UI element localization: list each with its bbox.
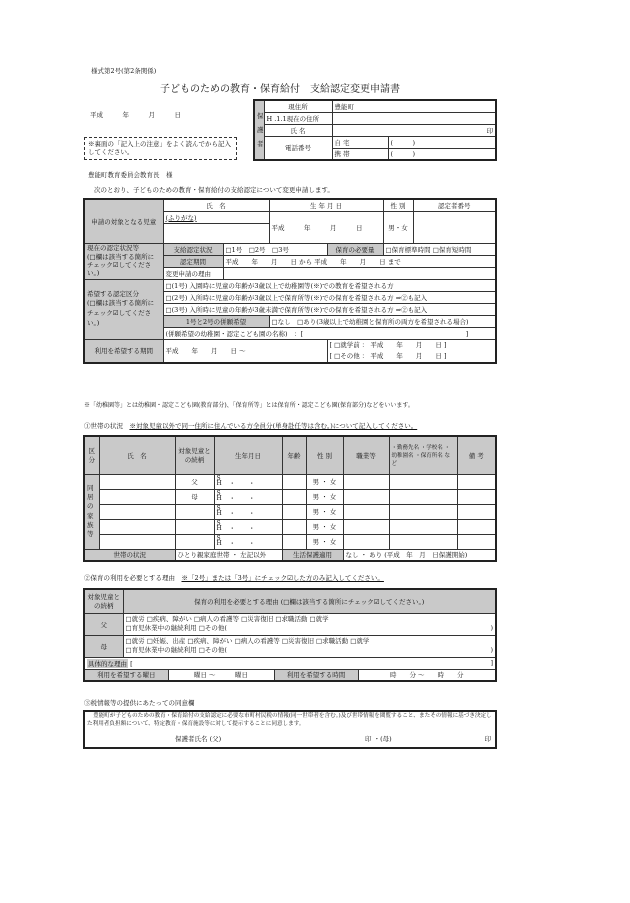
relation-header: 対象児童との続柄 [84, 589, 123, 613]
member-age-field[interactable] [282, 474, 306, 489]
name-header: 氏 名 [163, 199, 269, 211]
time-field[interactable]: 時 分 〜 時 分 [358, 669, 496, 681]
member-workplace-field[interactable] [389, 504, 457, 519]
era-marker: S H [216, 534, 222, 548]
change-reason-field[interactable] [223, 267, 496, 279]
member-relation-field[interactable] [175, 534, 214, 549]
child-name-field[interactable] [163, 223, 269, 243]
name-label: 氏 名 [264, 124, 332, 136]
year: 年 [122, 111, 129, 119]
era: 平成 [90, 111, 103, 119]
notice-box: ※裏面の「記入上の注意」をよく読んでから記入してください。 [84, 137, 237, 160]
member-birth-field[interactable] [214, 534, 282, 549]
header-sex: 性 別 [306, 436, 343, 474]
member-sex-field[interactable]: 男 ・ 女 [306, 519, 343, 534]
wish-option-1[interactable]: □(1号) 入園時に児童の年齢が3歳以上で幼稚園等(※)での教育を希望される方 [163, 279, 496, 291]
days-label: 利用を希望する曜日 [84, 669, 168, 681]
table-row [84, 504, 496, 519]
specific-reason-field[interactable]: 具体的な理由 [ ] [84, 657, 496, 669]
form-number: 様式第2号(第2条関係) [91, 67, 157, 75]
header-workplace: ・勤務先名 ・学校名 ・幼稚園名 ・保育所名 など [389, 436, 457, 474]
member-remarks-field[interactable] [457, 474, 496, 489]
sex-header: 性 別 [383, 199, 413, 211]
member-sex-field[interactable]: 男 ・ 女 [306, 534, 343, 549]
table-row [84, 489, 496, 504]
member-remarks-field[interactable] [457, 519, 496, 534]
household-status-label: 世帯の状況 [84, 549, 175, 561]
header-name: 氏 名 [99, 436, 175, 474]
dual-checkboxes[interactable]: □なし □あり(3歳以上で幼稚園と保育所の両方を希望される場合) [269, 315, 496, 327]
era-marker: S H [216, 489, 222, 503]
table-row [84, 534, 496, 549]
reason-heading: ②保育の利用を必要とする理由 ※「2号」または「3号」にチェック☑した方のみ記入してください。 [84, 574, 384, 582]
month: 月 [148, 111, 155, 119]
header-relation: 対象児童との続柄 [175, 436, 214, 474]
member-birth-field[interactable] [214, 474, 282, 489]
consent-heading: ③税情報等の提供にあたっての同意欄 [84, 699, 195, 707]
member-relation-field[interactable]: 父 [175, 474, 214, 489]
birth-dots: ・ ・ [229, 509, 255, 518]
page-title: 子どものための教育・保育給付 支給認定変更申請書 [160, 84, 400, 95]
main-table [83, 198, 497, 364]
welfare-field[interactable]: なし ・ あり (平成 年 月 日保護開始) [343, 549, 496, 561]
use-from-field[interactable]: 平成 年 月 日 〜 [163, 339, 327, 363]
consent-text: 豊能町が子どものための教育・保育給付の支給認定に必要な市町村民税の情報(同一世帯者を含む。)及び世帯情報を閲覧すること、またその情報に基づき決定した利用者負担額について、特定教育・保育施設等に対して提示することに同意します。 [87, 713, 492, 727]
dual-label: 1号と2号の併願希望 [163, 315, 269, 327]
birth-dots: ・ ・ [229, 539, 255, 548]
member-sex-field[interactable]: 男 ・ 女 [306, 504, 343, 519]
footnote: ※「幼稚園等」とは幼稚園・認定こども園(教育部分)、「保育所等」とは保育所・認定こども園(保育部分)などをいいます。 [84, 402, 414, 409]
member-occupation-field[interactable] [343, 504, 389, 519]
birth-dots: ・ ・ [229, 479, 255, 488]
need-checkboxes[interactable]: □保育標準時間 □保育短時間 [383, 243, 496, 255]
member-workplace-field[interactable] [389, 474, 457, 489]
member-workplace-field[interactable] [389, 534, 457, 549]
member-age-field[interactable] [282, 489, 306, 504]
mobile-phone-label: 携 帯 [332, 148, 388, 160]
addressee: 豊能町教育委員会教育長 様 [88, 171, 173, 179]
member-sex-field[interactable]: 男 ・ 女 [306, 489, 343, 504]
member-relation-field[interactable] [175, 504, 214, 519]
header-occupation: 職業等 [343, 436, 389, 474]
wish-option-3[interactable]: □(3号) 入所時に児童の年齢が3歳未満で保育所等(※)での保育を希望される方 ⇒②も記入 [163, 303, 496, 315]
birth-dots: ・ ・ [229, 524, 255, 533]
child-label: 申請の対象となる児童 [84, 199, 163, 243]
mobile-phone-field[interactable]: ( ) [388, 148, 496, 160]
member-age-field[interactable] [282, 534, 306, 549]
member-remarks-field[interactable] [457, 504, 496, 519]
member-age-field[interactable] [282, 519, 306, 534]
member-remarks-field[interactable] [457, 534, 496, 549]
welfare-label: 生活保護適用 [282, 549, 343, 561]
father-reasons[interactable]: □就労 □疾病、障がい □病人の看護等 □災害復旧 □求職活動 □就学 □育児休業中の継続利用 □その他( ) [123, 613, 496, 635]
need-label: 保育の必要量 [327, 243, 383, 255]
child-sex-field[interactable]: 男・女 [383, 211, 413, 243]
member-age-field[interactable] [282, 504, 306, 519]
seal-mid: 印 ・(母) [365, 735, 392, 744]
current-status-label: 現在の認定状況等 (□欄は該当する箇所にチェック☑してください。) [84, 243, 163, 279]
household-heading: ①世帯の状況 ※対象児童以外で同一住所に住んでいる方全員分(単身赴任等は含む。)について記入してください。 [84, 422, 418, 430]
day: 日 [174, 111, 181, 119]
member-relation-field[interactable] [175, 519, 214, 534]
wish-option-2[interactable]: □(2号) 入所時に児童の年齢が3歳以上で保育所等(※)での保育を希望される方 ⇒②も記入 [163, 291, 496, 303]
header-category: 区分 [84, 436, 99, 474]
intro-text: 次のとおり、子どものための教育・保育給付の支給認定について変更申請します。 [94, 186, 334, 194]
period-field[interactable]: 平成 年 月 日 から 平成 年 月 日 まで [223, 255, 496, 267]
reason-header: 保育の利用を必要とする理由 (□欄は該当する箇所にチェック☑してください。) [123, 589, 496, 613]
header-remarks: 備 考 [457, 436, 496, 474]
cert-header: 認定者番号 [413, 199, 496, 211]
address-field[interactable]: 豊能町 [332, 100, 496, 112]
member-occupation-field[interactable] [343, 489, 389, 504]
cert-number-field[interactable] [413, 211, 496, 243]
member-remarks-field[interactable] [457, 489, 496, 504]
home-phone-label: 自 宅 [332, 136, 388, 148]
member-occupation-field[interactable] [343, 534, 389, 549]
change-reason-label: 変更申請の理由 [163, 267, 223, 279]
mother-reasons[interactable]: □就労 □妊娠、出産 □疾病、障がい □病人の看護等 □災害復旧 □求職活動 □就学 □育児休業中の継続利用 □その他( ) [123, 635, 496, 657]
status-checkboxes[interactable]: □1号 □2号 □3号 [223, 243, 327, 255]
consent-box[interactable] [83, 710, 497, 749]
birth-header: 生 年 月 日 [269, 199, 383, 211]
member-name-field[interactable] [99, 534, 175, 549]
home-phone-field[interactable]: ( ) [388, 136, 496, 148]
prev-address-field[interactable] [332, 112, 496, 124]
cohabiting-label: 同居の家族等 [84, 474, 99, 549]
member-relation-field[interactable]: 母 [175, 489, 214, 504]
seal-end: 印 [484, 735, 491, 744]
guardian-name-field[interactable]: 印 [332, 124, 496, 136]
application-date[interactable] [90, 110, 181, 119]
header-age: 年齢 [282, 436, 306, 474]
guardian-label: 保 護 者 [254, 100, 264, 160]
use-period-label: 利用を希望する期間 [84, 339, 163, 363]
member-workplace-field[interactable] [389, 489, 457, 504]
header-birth: 生年月日 [214, 436, 282, 474]
days-field[interactable]: 曜日 〜 曜日 [168, 669, 274, 681]
member-sex-field[interactable]: 男 ・ 女 [306, 474, 343, 489]
dual-name-field[interactable]: (併願希望の幼稚園・認定こども園の名称) ：[ ] [163, 327, 496, 339]
phone-label: 電話番号 [264, 136, 332, 160]
child-birth-field[interactable]: 平成 年 月 日 [269, 211, 383, 243]
wish-label: 希望する認定区分 (□欄は該当する箇所にチェック☑してください。) [84, 279, 163, 339]
time-label: 利用を希望する時間 [274, 669, 358, 681]
member-workplace-field[interactable] [389, 519, 457, 534]
member-birth-field[interactable] [214, 504, 282, 519]
household-status-field[interactable]: ひとり親家庭世帯 ・ 左記以外 [175, 549, 282, 561]
era-marker: S H [216, 519, 222, 533]
member-name-field[interactable] [99, 474, 175, 489]
status-label: 支給認定状況 [163, 243, 223, 255]
reason-table [83, 588, 497, 682]
member-occupation-field[interactable] [343, 474, 389, 489]
table-row [84, 474, 496, 489]
use-to-field[interactable]: [ □就学前 ： 平成 年 月 日 ] [ □その他 ： 平成 年 月 日 ] [327, 339, 496, 363]
signature-label: 保護者氏名 (父) [175, 735, 222, 744]
household-table [83, 435, 497, 562]
member-name-field[interactable] [99, 489, 175, 504]
member-name-field[interactable] [99, 504, 175, 519]
birth-dots: ・ ・ [229, 494, 255, 503]
era-marker: S H [216, 474, 222, 488]
address-label: 現住所 [264, 100, 332, 112]
member-birth-field[interactable] [214, 489, 282, 504]
furigana-field[interactable]: (ふりがな) [163, 211, 269, 223]
period-label: 認定期間 [163, 255, 223, 267]
father-label: 父 [84, 613, 123, 635]
member-occupation-field[interactable] [343, 519, 389, 534]
member-birth-field[interactable] [214, 519, 282, 534]
mother-label: 母 [84, 635, 123, 657]
member-name-field[interactable] [99, 519, 175, 534]
table-row [84, 519, 496, 534]
guardian-table [253, 99, 497, 161]
era-marker: S H [216, 504, 222, 518]
prev-address-label: H .1.1現在の住所 [264, 112, 332, 124]
